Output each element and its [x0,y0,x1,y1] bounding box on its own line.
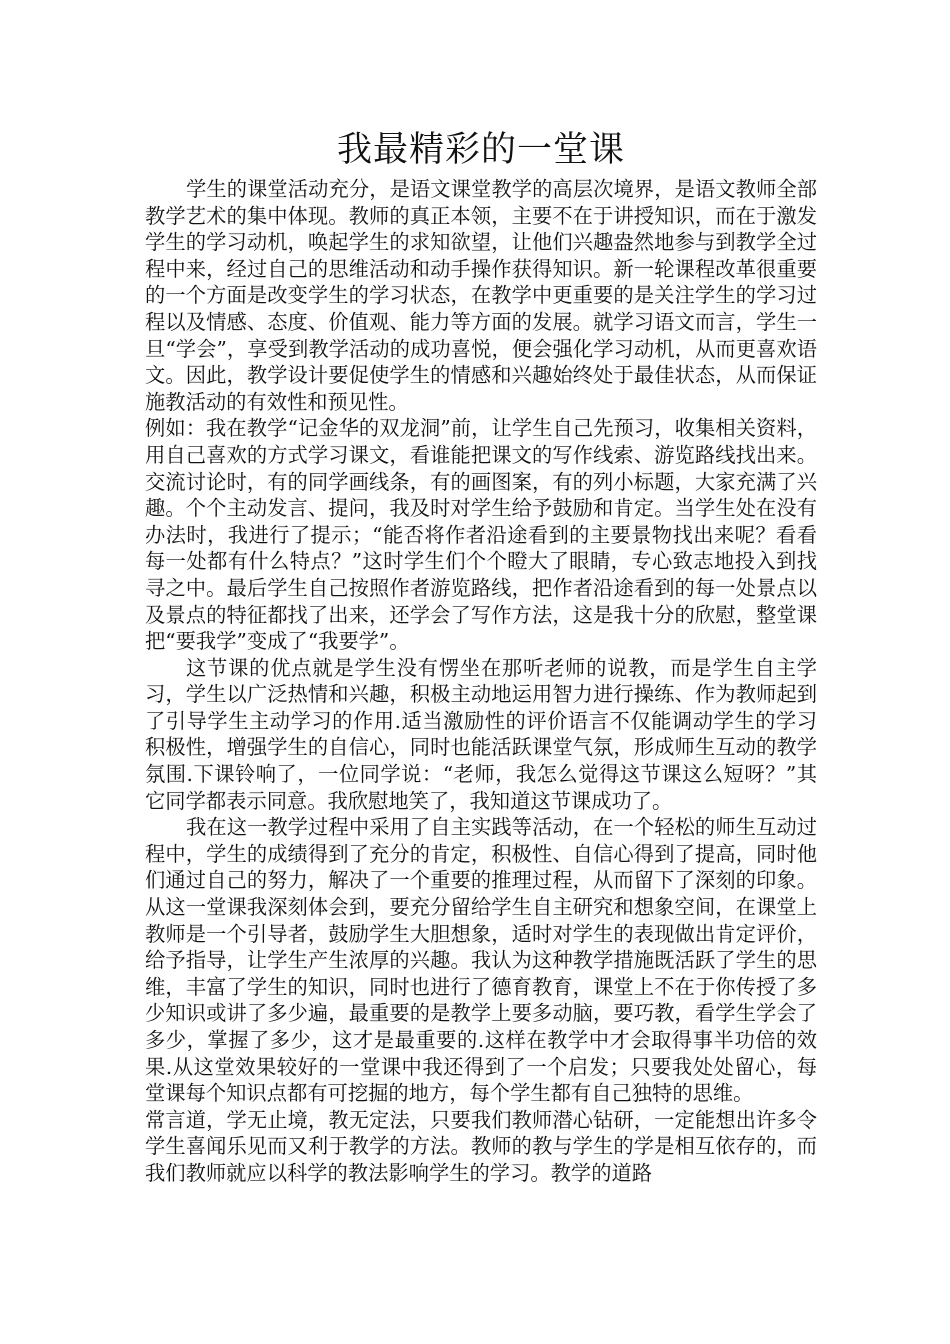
paragraph-advantages: 这节课的优点就是学生没有愣坐在那听老师的说教，而是学生自主学习，学生以广泛热情和兴趣，积极主动地运用智力进行操练、作为教师起到了引导学生主动学习的作用.适当激励性的评价语言不仅能调动学生的学习积极性，增强学生的自信心，同时也能活跃课堂气氛，形成师生互动的教学氛围.下课铃响了，一位同学说：“老师，我怎么觉得这节课这么短呀？”其它同学都表示同意。我欣慰地笑了，我知道这节课成功了。 [145,655,817,813]
document-title: 我最精彩的一堂课 [336,130,625,170]
paragraph-reflection: 我在这一教学过程中采用了自主实践等活动，在一个轻松的师生互动过程中，学生的成绩得到了充分的肯定，积极性、自信心得到了提高，同时他们通过自己的努力，解决了一个重要的推理过程，从而留下了深刻的印象。从这一堂课我深刻体会到，要充分留给学生自主研究和想象空间，在课堂上教师是一个引导者，鼓励学生大胆想象，适时对学生的表现做出肯定评价，给予指导，让学生产生浓厚的兴趣。我认为这种教学措施既活跃了学生的思维，丰富了学生的知识，同时也进行了德育教育，课堂上不在于你传授了多少知识或讲了多少遍，最重要的是教学上要多动脑，要巧教，看学生学会了多少，掌握了多少，这才是最重要的.这样在教学中才会取得事半功倍的效果.从这堂效果较好的一堂课中我还得到了一个启发；只要我处处留心，每堂课每个知识点都有可挖掘的地方，每个学生都有自己独特的思维。 [145,815,817,1106]
paragraph-intro: 学生的课堂活动充分，是语文课堂教学的高层次境界，是语文教师全部教学艺术的集中体现。教师的真正本领，主要不在于讲授知识，而在于激发学生的学习动机，唤起学生的求知欲望，让他们兴趣盎然地参与到教学全过程中来，经过自己的思维活动和动手操作获得知识。新一轮课程改革很重要的一个方面是改变学生的学习状态，在教学中更重要的是关注学生的学习过程以及情感、态度、价值观、能力等方面的发展。就学习语文而言，学生一旦“学会”，享受到教学活动的成功喜悦，便会强化学习动机，从而更喜欢语文。因此，教学设计要促使学生的情感和兴趣始终处于最佳状态，从而保证施教活动的有效性和预见性。 [145,177,817,414]
document-body [145,128,817,1187]
paragraph-example: 例如：我在教学“记金华的双龙洞”前，让学生自己先预习，收集相关资料，用自己喜欢的方式学习课文，看谁能把课文的写作线索、游览路线找出来。交流讨论时，有的同学画线条，有的画图案，有的列小标题，大家充满了兴趣。个个主动发言、提问，我及时对学生给予鼓励和肯定。当学生处在没有办法时，我进行了提示；“能否将作者沿途看到的主要景物找出来呢？看看每一处都有什么特点？”这时学生们个个瞪大了眼睛，专心致志地投入到找寻之中。最后学生自己按照作者游览路线，把作者沿途看到的每一处景点以及景点的特征都找了出来，还学会了写作方法，这是我十分的欣慰，整堂课把“要我学”变成了“我要学”。 [145,416,817,654]
paragraph-conclusion: 常言道，学无止境，教无定法，只要我们教师潜心钻研，一定能想出许多令学生喜闻乐见而又利于教学的方法。教师的教与学生的学是相互依存的，而我们教师就应以科学的教法影响学生的学习。教学的道路 [145,1107,817,1185]
